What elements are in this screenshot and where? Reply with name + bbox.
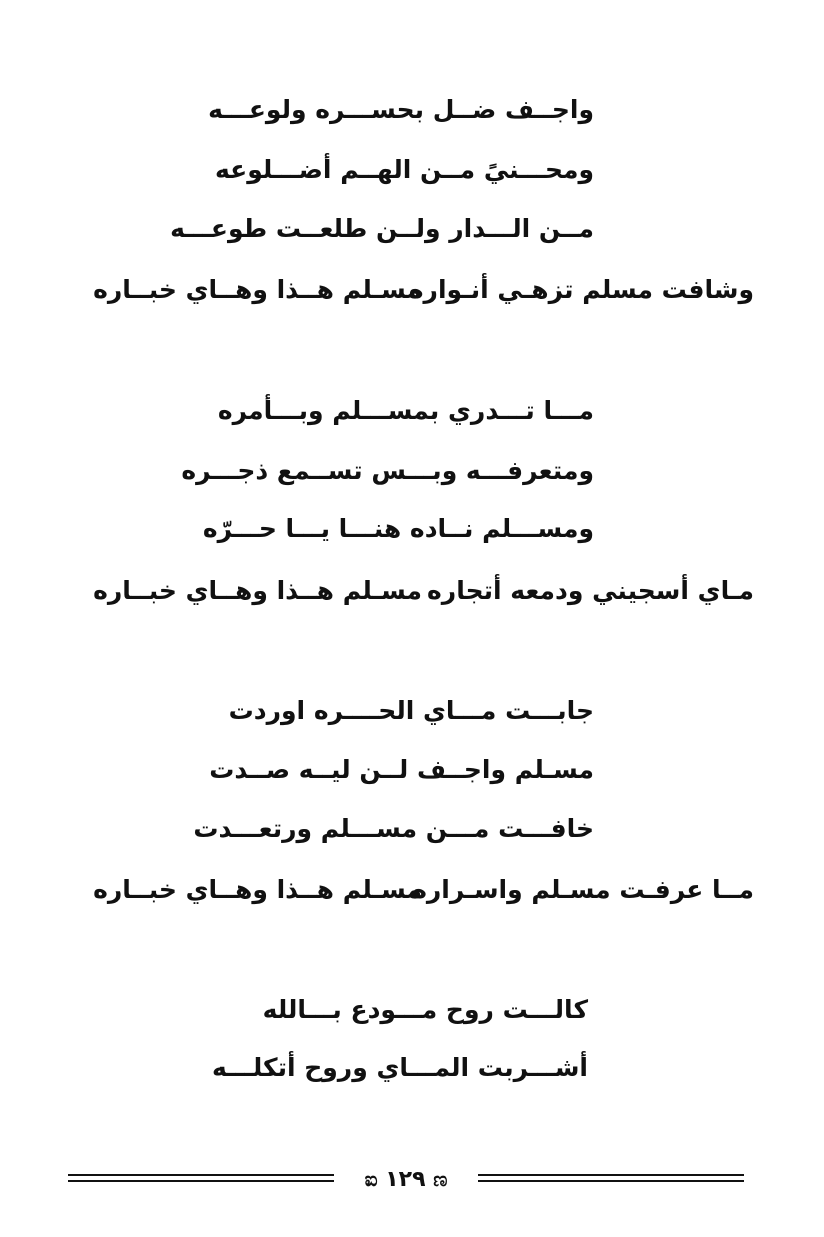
verse-line: مــن الـــدار ولــن طلعــت طوعـــه: [170, 214, 594, 243]
page-number-text: ١٢٩: [385, 1167, 426, 1192]
refrain-first-half: مـاي أسجيني ودمعه أتجاره: [427, 576, 754, 605]
verse-line: مسـلم واجــف لــن ليــه صــدت: [209, 755, 594, 784]
verse-line: جابـــت مـــاي الحــــره اوردت: [228, 696, 594, 725]
verse-line: واجــف ضــل بحســـره ولوعـــه: [208, 95, 594, 124]
refrain-second-half: مسـلم هــذا وهــاي خبــاره: [93, 275, 422, 304]
verse-line: كالـــت روح مـــودع بـــالله: [262, 995, 588, 1024]
ornament-right-icon: ಣ: [433, 1167, 448, 1191]
ornament-left-icon: ಐ: [364, 1167, 378, 1191]
page-footer: [68, 1165, 744, 1195]
refrain-second-half: مسـلم هــذا وهــاي خبــاره: [93, 875, 422, 904]
refrain-second-half: مسـلم هــذا وهــاي خبــاره: [93, 576, 422, 605]
footer-rule-left: [68, 1174, 334, 1182]
verse-line: مـــا تـــدري بمســـلم وبـــأمره: [217, 396, 594, 425]
verse-line: أشـــربت المـــاي وروح أتكلـــه: [212, 1053, 588, 1082]
verse-line: ومتعرفـــه وبـــس تســمع ذجـــره: [181, 456, 594, 485]
footer-rule-right: [478, 1174, 744, 1182]
page-number: [344, 1165, 468, 1194]
refrain-first-half: مــا عرفـت مسـلم واسـراره: [412, 875, 754, 904]
verse-line: ومحـــنيً مــن الهــم أضـــلوعه: [215, 155, 594, 184]
verse-line: ومســـلم نــاده هنـــا يـــا حـــرّه: [202, 514, 594, 543]
refrain-first-half: وشافت مسلم تزهـي أنـواره: [408, 275, 754, 304]
verse-line: خافـــت مـــن مســـلم ورتعـــدت: [193, 814, 594, 843]
